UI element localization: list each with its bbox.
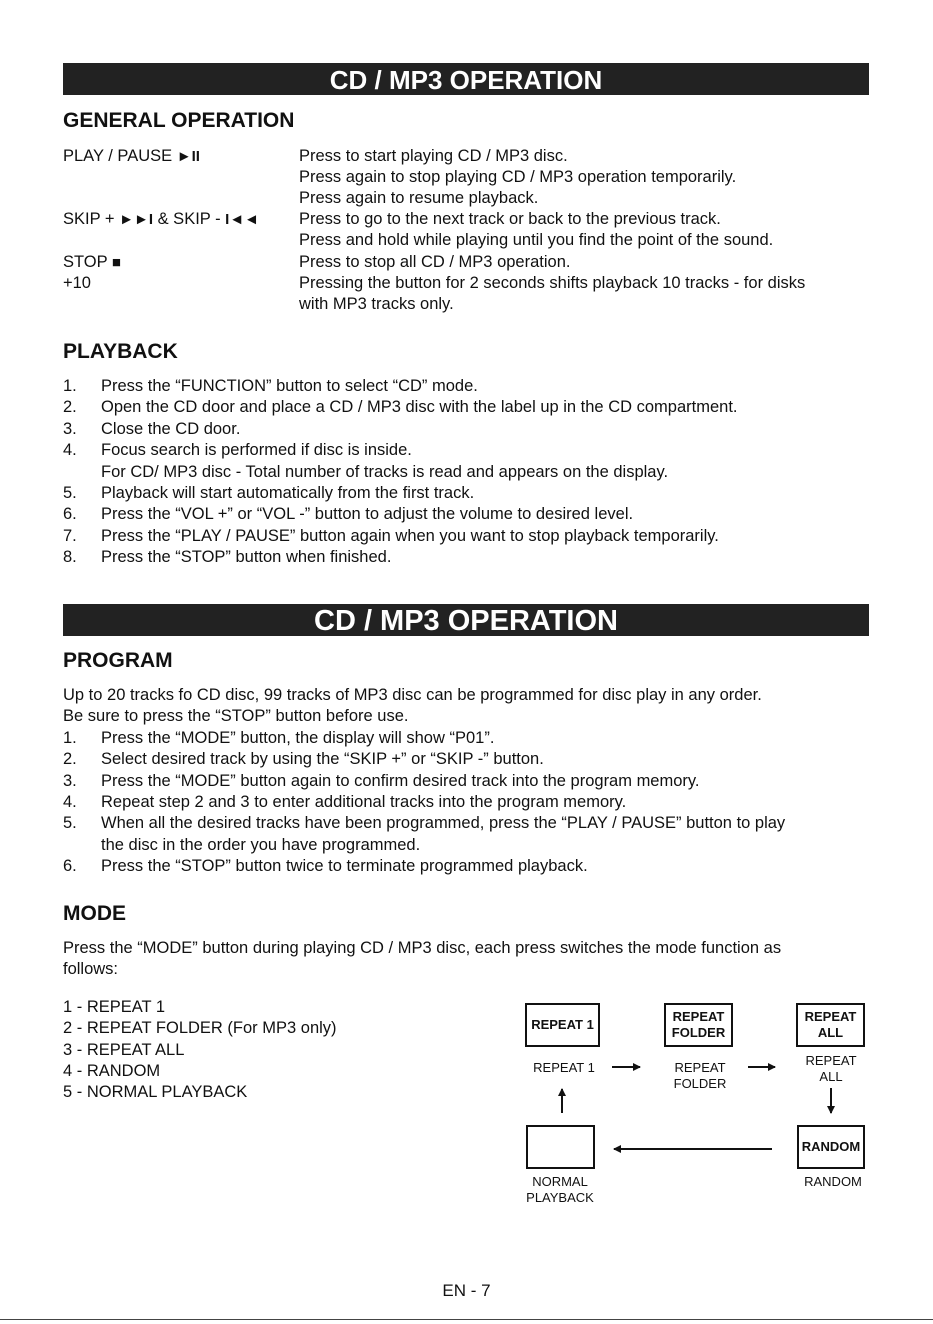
plus10-desc-2: with MP3 tracks only. bbox=[299, 295, 454, 313]
page-number: EN - 7 bbox=[442, 1281, 491, 1300]
step-text: Close the CD door. bbox=[101, 419, 241, 438]
program-intro-2: Be sure to press the “STOP” button before use. bbox=[63, 707, 409, 725]
step-text: Press the “STOP” button twice to terminate programmed playback. bbox=[101, 856, 588, 875]
play-desc-3: Press again to resume playback. bbox=[299, 189, 539, 207]
step-text: For CD/ MP3 disc - Total number of tracks is read and appears on the display. bbox=[101, 462, 669, 481]
step-text: Select desired track by using the “SKIP +” or “SKIP -” button. bbox=[101, 750, 544, 769]
mode-list-item: 1 - REPEAT 1 bbox=[63, 998, 166, 1016]
step-number: 4. bbox=[63, 792, 77, 811]
skip-minus-text: & SKIP - bbox=[157, 210, 221, 228]
step-number: 7. bbox=[63, 526, 77, 545]
general-operation-heading: GENERAL OPERATION bbox=[63, 109, 295, 132]
step-number: 3. bbox=[63, 419, 77, 438]
mode-list-item: 4 - RANDOM bbox=[63, 1062, 161, 1080]
program-intro-1: Up to 20 tracks fo CD disc, 99 tracks of MP3 disc can be programmed for disc play in any order. bbox=[63, 686, 762, 704]
step-text: Press the “PLAY / PAUSE” button again when you want to stop playback temporarily. bbox=[101, 526, 719, 545]
mode-heading: MODE bbox=[63, 902, 126, 925]
step-number: 3. bbox=[63, 771, 77, 790]
stop-icon: ■ bbox=[111, 254, 121, 271]
diagram-box-label: RANDOM bbox=[801, 1139, 861, 1154]
play-pause-text: PLAY / PAUSE bbox=[63, 147, 173, 165]
diagram-caption-normal: NORMAL PLAYBACK bbox=[526, 1174, 594, 1205]
page-bottom-rule bbox=[0, 1319, 933, 1320]
step-text: Playback will start automatically from the first track. bbox=[101, 484, 475, 502]
step-number: 8. bbox=[63, 548, 77, 567]
step-number: 6. bbox=[63, 505, 77, 524]
diagram-box-label: REPEAT FOLDER bbox=[671, 1009, 726, 1040]
step-number: 5. bbox=[63, 484, 77, 502]
mode-list-item: 5 - NORMAL PLAYBACK bbox=[63, 1083, 248, 1101]
skip-desc-2: Press and hold while playing until you find the point of the sound. bbox=[299, 231, 774, 249]
plus10-desc-1: Pressing the button for 2 seconds shifts playback 10 tracks - for disks bbox=[299, 274, 806, 292]
step-number: 1. bbox=[63, 377, 77, 395]
step-number: 5. bbox=[63, 814, 77, 833]
mode-intro-1: Press the “MODE” button during playing CD / MP3 disc, each press switches the mode function as bbox=[63, 939, 782, 957]
step-number: 4. bbox=[63, 441, 77, 460]
mode-intro-2: follows: bbox=[63, 960, 119, 978]
plus10-label: +10 bbox=[63, 274, 91, 292]
program-heading: PROGRAM bbox=[63, 649, 173, 672]
diagram-box-label: REPEAT 1 bbox=[531, 1017, 594, 1032]
diagram-box-label: REPEAT ALL bbox=[804, 1009, 857, 1040]
diagram-caption-random: RANDOM bbox=[804, 1174, 862, 1189]
diagram-caption-repeat-1: REPEAT 1 bbox=[533, 1060, 595, 1075]
playback-heading: PLAYBACK bbox=[63, 340, 178, 363]
mode-list-item: 2 - REPEAT FOLDER (For MP3 only) bbox=[63, 1019, 337, 1037]
skip-desc-1: Press to go to the next track or back to the previous track. bbox=[299, 210, 721, 228]
step-number: 1. bbox=[63, 729, 77, 747]
step-text: Open the CD door and place a CD / MP3 disc with the label up in the CD compartment. bbox=[101, 398, 738, 417]
step-number: 2. bbox=[63, 750, 77, 769]
play-pause-icon: ►II bbox=[176, 148, 200, 165]
step-text: Press the “MODE” button, the display will show “P01”. bbox=[101, 729, 495, 747]
step-text: Press the “VOL +” or “VOL -” button to adjust the volume to desired level. bbox=[101, 505, 634, 524]
section-banner-bottom: CD / MP3 OPERATION bbox=[63, 604, 869, 636]
step-number: 6. bbox=[63, 856, 77, 875]
play-desc-1: Press to start playing CD / MP3 disc. bbox=[299, 147, 568, 165]
skip-next-icon: ►►I bbox=[119, 211, 153, 228]
play-desc-2: Press again to stop playing CD / MP3 operation temporarily. bbox=[299, 168, 737, 186]
section-banner-top: CD / MP3 OPERATION bbox=[63, 63, 869, 95]
step-text: Press the “FUNCTION” button to select “CD” mode. bbox=[101, 377, 478, 395]
step-text: Repeat step 2 and 3 to enter additional tracks into the program memory. bbox=[101, 792, 627, 811]
diagram-caption-repeat-folder: REPEAT FOLDER bbox=[673, 1060, 727, 1091]
step-text: Press the “MODE” button again to confirm desired track into the program memory. bbox=[101, 771, 700, 790]
mode-list-item: 3 - REPEAT ALL bbox=[63, 1041, 185, 1059]
stop-desc: Press to stop all CD / MP3 operation. bbox=[299, 253, 571, 271]
skip-prev-icon: I◄◄ bbox=[225, 211, 260, 228]
step-text: Press the “STOP” button when finished. bbox=[101, 548, 392, 567]
stop-text: STOP bbox=[63, 253, 108, 271]
skip-plus-text: SKIP + bbox=[63, 210, 115, 228]
step-text: Focus search is performed if disc is inside. bbox=[101, 441, 412, 460]
diagram-caption-repeat-all: REPEAT ALL bbox=[805, 1053, 857, 1084]
step-text: When all the desired tracks have been programmed, press the “PLAY / PAUSE” button to play bbox=[101, 814, 786, 833]
step-text: the disc in the order you have programmed. bbox=[101, 835, 421, 854]
step-number: 2. bbox=[63, 398, 77, 417]
